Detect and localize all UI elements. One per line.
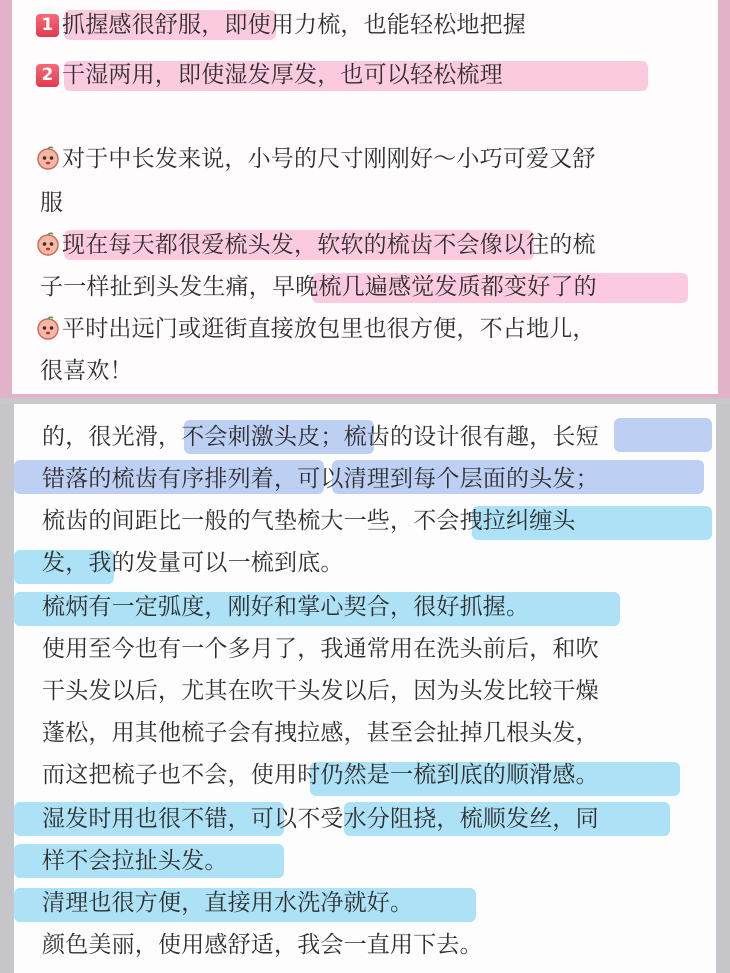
review-note-continued: 子一样扯到头发生痛，早晚梳几遍感觉发质都变好了的 [40,274,597,300]
note-text: 现在每天都很爱梳头发，软软的梳齿不会像以往的梳 [62,232,596,258]
body-line: 样不会拉扯头发。 [42,848,228,874]
review-note-continued: 很喜欢！ [40,358,133,384]
body-line: 干头发以后，尤其在吹干头发以后，因为头发比较干燥 [42,678,599,704]
review-note [36,312,596,346]
point-text: 干湿两用，即使湿发厚发，也可以轻松梳理 [62,62,503,88]
peach-face-icon [36,232,60,256]
highlight-marker [614,418,712,452]
body-line: 蓬松，用其他梳子会有拽拉感，甚至会扯掉几根头发， [42,720,599,746]
numbered-point [36,58,503,92]
number-badge: 1 [36,14,59,37]
note-text: 平时出远门或逛街直接放包里也很方便，不占地儿， [62,316,596,342]
body-line: 湿发时用也很不错，可以不受水分阻挠，梳顺发丝，同 [42,806,599,832]
body-line: 使用至今也有一个多月了，我通常用在洗头前后，和吹 [42,636,599,662]
point-text: 抓握感很舒服，即使用力梳，也能轻松地把握 [62,12,526,38]
review-note-continued: 服 [40,190,64,216]
bottom-review-card [14,404,716,973]
note-text: 对于中长发来说，小号的尺寸刚刚好～小巧可爱又舒 [62,146,596,172]
numbered-point [36,8,526,42]
top-review-card [12,0,718,394]
body-line: 错落的梳齿有序排列着，可以清理到每个层面的头发； [42,466,599,492]
peach-face-icon [36,316,60,340]
body-line: 的，很光滑，不会刺激头皮；梳齿的设计很有趣，长短 [42,424,599,450]
body-line: 梳齿的间距比一般的气垫梳大一些，不会拽拉纠缠头 [42,508,576,534]
peach-face-icon [36,146,60,170]
body-line: 发，我的发量可以一梳到底。 [42,550,344,576]
number-badge: 2 [36,64,59,87]
review-note [36,142,596,176]
body-line: 颜色美丽，使用感舒适，我会一直用下去。 [42,932,483,958]
body-line: 梳炳有一定弧度，刚好和掌心契合，很好抓握。 [42,594,530,620]
body-line: 清理也很方便，直接用水洗净就好。 [42,890,414,916]
review-note [36,228,596,262]
body-line: 而这把梳子也不会，使用时仍然是一梳到底的顺滑感。 [42,762,599,788]
